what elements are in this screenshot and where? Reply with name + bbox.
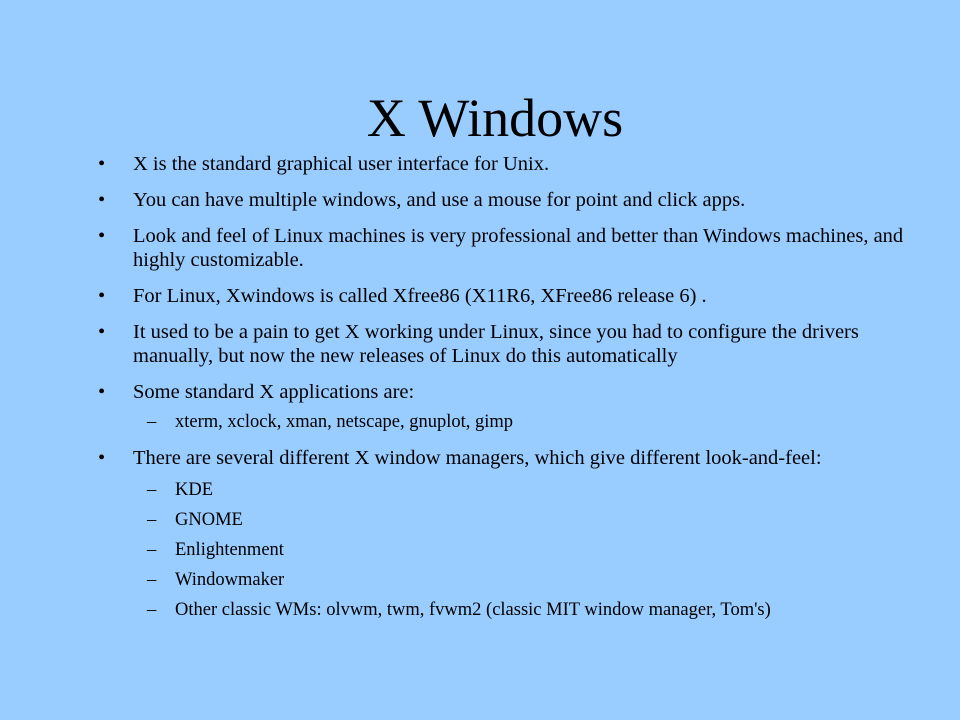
- dash-marker: –: [147, 600, 157, 620]
- sub-bullet-text: xterm, xclock, xman, netscape, gnuplot, gimp: [175, 412, 514, 432]
- sub-bullet-text: GNOME: [175, 510, 243, 530]
- sub-bullet-text: Enlightenment: [175, 540, 284, 560]
- dash-marker: –: [147, 480, 157, 500]
- dash-marker: –: [147, 570, 157, 590]
- sub-bullet-text: Other classic WMs: olvwm, twm, fvwm2 (classic MIT window manager, Tom's): [175, 600, 771, 620]
- bullet-text: There are several different X window managers, which give different look-and-feel:: [133, 447, 822, 469]
- bullet-item: [0, 188, 960, 212]
- sub-bullet-item: [0, 568, 960, 592]
- bullet-item: [0, 152, 960, 176]
- bullet-marker: •: [98, 321, 106, 343]
- bullet-marker: •: [98, 225, 106, 247]
- bullet-text: X is the standard graphical user interface for Unix.: [133, 153, 550, 175]
- bullet-marker: •: [98, 381, 106, 403]
- bullet-list: [0, 152, 960, 622]
- bullet-marker: •: [98, 153, 106, 175]
- sub-bullet-item: [0, 508, 960, 532]
- sub-bullet-item: [0, 598, 960, 622]
- bullet-item: [0, 320, 960, 368]
- bullet-item: [0, 380, 960, 404]
- bullet-marker: •: [98, 447, 106, 469]
- bullet-item: [0, 446, 960, 470]
- bullet-text: For Linux, Xwindows is called Xfree86 (X11R6, XFree86 release 6) .: [133, 285, 707, 307]
- dash-marker: –: [147, 540, 157, 560]
- bullet-item: [0, 284, 960, 308]
- dash-marker: –: [147, 510, 157, 530]
- bullet-text: Some standard X applications are:: [133, 381, 415, 403]
- bullet-text: You can have multiple windows, and use a mouse for point and click apps.: [133, 189, 746, 211]
- sub-bullet-text: KDE: [175, 480, 214, 500]
- bullet-marker: •: [98, 285, 106, 307]
- bullet-item: [0, 224, 960, 272]
- slide-title: X Windows: [366, 88, 624, 148]
- sub-bullet-item: [0, 478, 960, 502]
- dash-marker: –: [147, 412, 157, 432]
- sub-bullet-item: [0, 410, 960, 434]
- sub-bullet-text: Windowmaker: [175, 570, 285, 590]
- bullet-text: Look and feel of Linux machines is very professional and better than Windows machines, and highly customizable.: [133, 225, 904, 271]
- sub-bullet-item: [0, 538, 960, 562]
- bullet-text: It used to be a pain to get X working under Linux, since you had to configure the drivers manually, but now the new releases of Linux do this automatically: [133, 321, 859, 367]
- bullet-marker: •: [98, 189, 106, 211]
